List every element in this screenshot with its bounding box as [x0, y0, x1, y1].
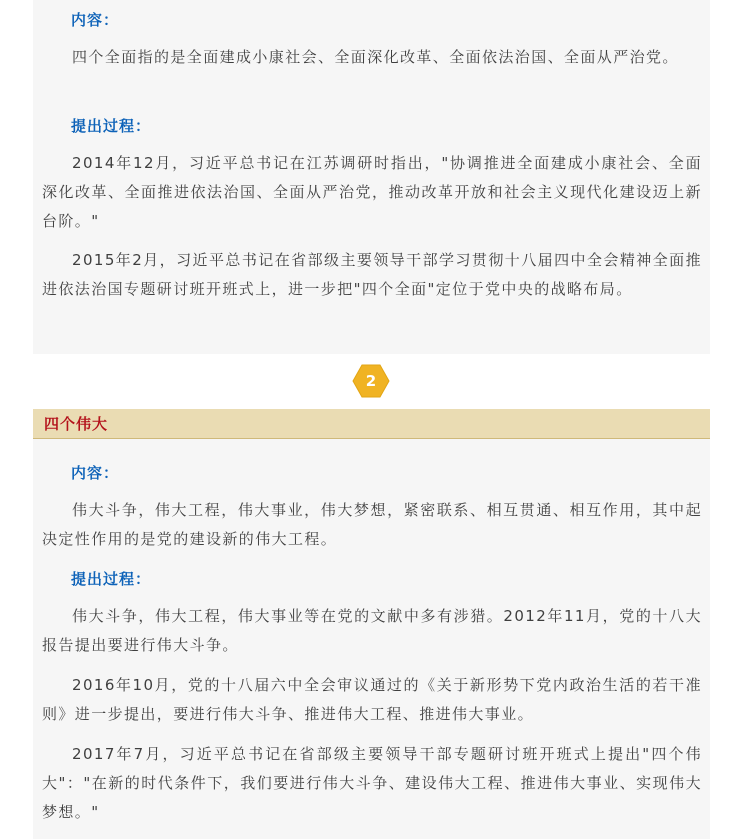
section-number: 2	[365, 372, 377, 390]
content-label: 内容：	[71, 11, 120, 29]
process-paragraph: 2016年10月，党的十八届六中全会审议通过的《关于新形势下党内政治生活的若干准则》进一步提出，要进行伟大斗争、推进伟大工程、推进伟大事业。	[42, 676, 702, 723]
content-label: 内容：	[71, 464, 120, 482]
section-title-bar	[33, 409, 710, 439]
process-paragraph: 2014年12月，习近平总书记在江苏调研时指出，"协调推进全面建成小康社会、全面深化改革、全面推进依法治国、全面从严治党，推动改革开放和社会主义现代化建设迈上新台阶。"	[42, 154, 702, 230]
section-number-badge	[352, 364, 390, 398]
process-paragraph: 2017年7月，习近平总书记在省部级主要领导干部专题研讨班开班式上提出"四个伟大"："在新的时代条件下，我们要进行伟大斗争、建设伟大工程、推进伟大事业、实现伟大梦想。"	[42, 745, 702, 821]
process-paragraph: 2015年2月，习近平总书记在省部级主要领导干部学习贯彻十八届四中全会精神全面推进依法治国专题研讨班开班式上，进一步把"四个全面"定位于党中央的战略布局。	[42, 251, 702, 298]
process-label: 提出过程：	[71, 117, 152, 135]
process-label: 提出过程：	[71, 570, 152, 588]
section-card-four-comprehensives	[33, 0, 710, 354]
content-paragraph: 四个全面指的是全面建成小康社会、全面深化改革、全面依法治国、全面从严治党。	[72, 48, 679, 66]
process-paragraph: 伟大斗争，伟大工程，伟大事业等在党的文献中多有涉猎。2012年11月，党的十八大报告提出要进行伟大斗争。	[42, 607, 702, 654]
content-paragraph: 伟大斗争，伟大工程，伟大事业，伟大梦想，紧密联系、相互贯通、相互作用，其中起决定性作用的是党的建设新的伟大工程。	[42, 501, 702, 548]
section-title: 四个伟大	[44, 415, 109, 433]
section-card-four-greats	[33, 409, 710, 839]
